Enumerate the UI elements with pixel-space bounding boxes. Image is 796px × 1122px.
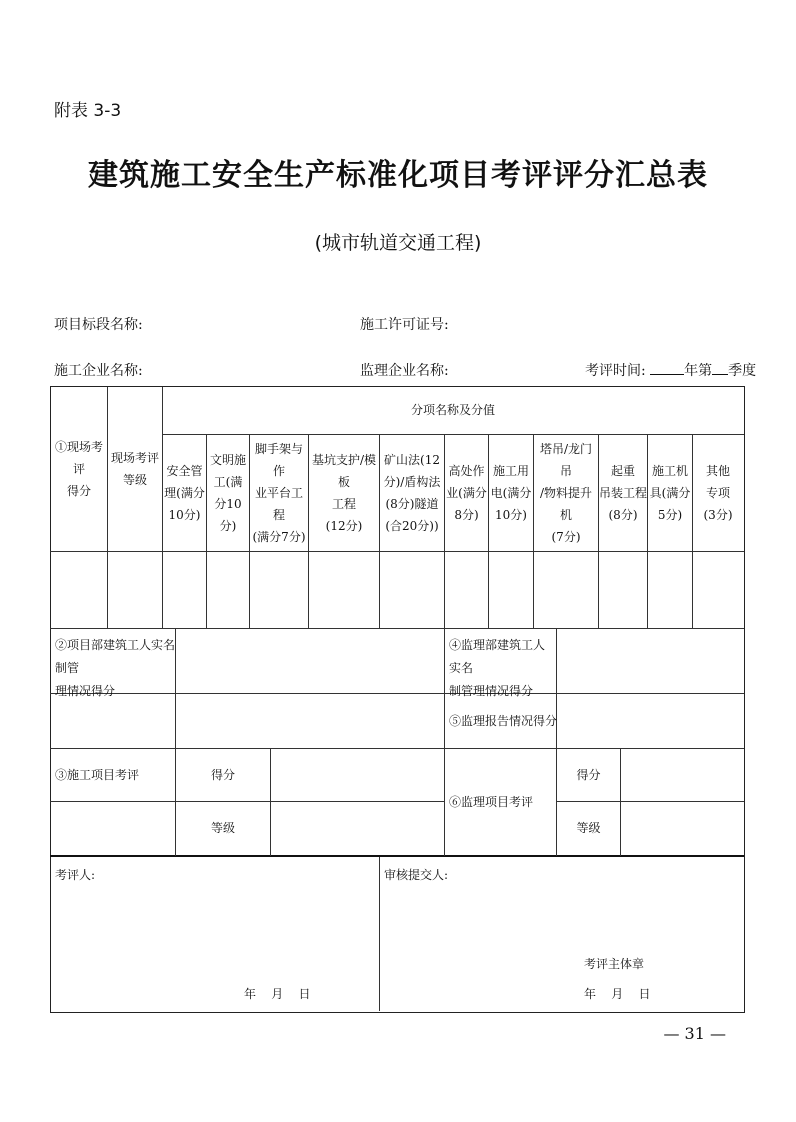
construction-grade-label: 等级	[210, 821, 235, 836]
rule	[620, 748, 621, 856]
project-section-label: 项目标段名称:	[54, 317, 143, 333]
year-quarter-text: 年第	[684, 363, 713, 379]
seal-label: 考评主体章	[584, 957, 645, 971]
item-lifting: 起重 吊装工程 (8分)	[599, 463, 648, 523]
realname-project-label: ②项目部建筑工人实名制管 理情况得分	[55, 638, 176, 698]
item-tunnel-method: 矿山法(12 分)/盾构法 (8分)隧道 (合20分))	[383, 452, 441, 534]
year-blank[interactable]	[650, 361, 684, 375]
contractor-label: 施工企业名称:	[54, 363, 143, 379]
appendix-label: 附表 3-3	[54, 101, 122, 121]
supervision-grade-label: 等级	[576, 821, 601, 836]
item-other: 其他 专项 (3分)	[703, 463, 733, 523]
item-safety-management: 安全管 理(满分 10分)	[164, 463, 205, 523]
rule	[50, 551, 744, 552]
quarter-text: 季度	[728, 363, 757, 379]
permit-label: 施工许可证号:	[360, 317, 449, 333]
supervisor-label: 监理企业名称:	[360, 363, 449, 379]
page-subtitle: (城市轨道交通工程)	[314, 232, 482, 254]
supervision-report-label: ⑤监理报告情况得分	[449, 713, 558, 728]
item-scaffold: 脚手架与作 业平台工程 (满分7分)	[252, 441, 306, 545]
rule	[270, 748, 271, 856]
item-machinery: 施工机 具(满分 5分)	[649, 463, 691, 523]
evaluator-label: 考评人:	[55, 868, 96, 882]
quarter-blank[interactable]	[712, 361, 728, 375]
item-civilized-construction: 文明施 工(满 分10分)	[209, 452, 246, 534]
rule	[50, 628, 744, 629]
realname-supervision-label: ④监理部建筑工人实名 制管理情况得分	[449, 638, 546, 698]
evaluator-date: 年 月 日	[244, 987, 311, 1001]
construction-score-label: 得分	[210, 767, 235, 782]
item-electricity: 施工用 电(满分 10分)	[490, 463, 532, 523]
item-group-header: 分项名称及分值	[410, 403, 495, 418]
item-crane-hoist: 塔吊/龙门吊 /物料提升机 (7分)	[539, 441, 593, 545]
item-work-at-height: 高处作 业(满分 8分)	[446, 463, 487, 523]
supervision-eval-label: ⑥监理项目考评	[449, 794, 534, 809]
supervision-score-label: 得分	[576, 767, 601, 782]
reviewer-label: 审核提交人:	[384, 868, 449, 882]
onsite-score-header: ①现场考评 得分	[54, 439, 103, 499]
reviewer-date: 年 月 日	[584, 987, 651, 1001]
item-foundation-pit: 基坑支护/模板 工程 (12分)	[311, 452, 377, 534]
construction-eval-label: ③施工项目考评	[55, 767, 140, 782]
evaluation-time	[585, 360, 756, 380]
evaluation-time-label: 考评时间:	[585, 363, 646, 379]
page-number: — 31 —	[663, 1024, 726, 1043]
page-title: 建筑施工安全生产标准化项目考评评分汇总表	[88, 158, 708, 193]
rule	[379, 857, 380, 1011]
thick-rule	[50, 855, 744, 857]
onsite-grade-header: 现场考评 等级	[110, 450, 159, 487]
